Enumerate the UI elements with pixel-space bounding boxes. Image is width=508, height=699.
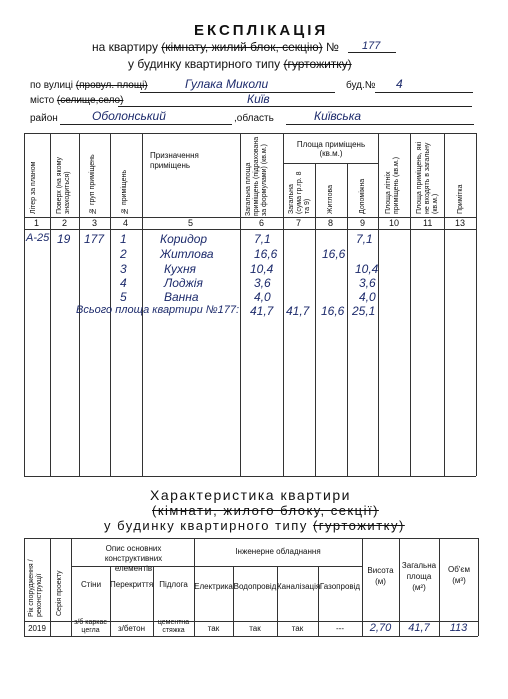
- col-number: 7: [296, 218, 302, 228]
- col-number: 3: [92, 218, 98, 228]
- table-row-name: Коридор: [160, 232, 208, 246]
- characteristics-building-struck: (гуртожитку): [312, 518, 405, 533]
- table-row-no: 5: [120, 290, 127, 304]
- year-value: 2019: [28, 624, 46, 633]
- area-group-header: Площа приміщень (кв.м.): [296, 140, 366, 158]
- ceilings-header: Перекриття: [110, 580, 154, 589]
- apartment-no-value: 177: [362, 40, 381, 52]
- document-title: ЕКСПЛІКАЦІЯ: [194, 22, 329, 39]
- summary-aux: 25,1: [352, 304, 376, 318]
- col-number: 6: [259, 218, 265, 228]
- col-number: 4: [123, 218, 129, 228]
- volume-value: 113: [449, 622, 468, 634]
- litera-value: А-25: [26, 232, 50, 244]
- street-label-group: [30, 80, 148, 91]
- table-row-aux: 4,0: [359, 290, 376, 304]
- street-value: Гулака Миколи: [185, 77, 269, 91]
- floors-header: Підлога: [159, 580, 188, 589]
- col-total-area-header: Загальна площа приміщень (підрахована за формулами) (кв.м.): [245, 136, 268, 216]
- col-purpose-header: Призначення приміщень: [150, 151, 199, 170]
- walls-header: Стіни: [80, 580, 102, 589]
- apartment-no-label: №: [325, 40, 339, 54]
- walls-value: з/б каркас цегла: [74, 619, 107, 634]
- col-litera-header: Літер за планом: [30, 161, 37, 214]
- city-struck: (селище,село): [56, 95, 124, 106]
- summary-living: 16,6: [321, 304, 345, 318]
- col-number: 8: [328, 218, 334, 228]
- district-label: район: [30, 113, 58, 124]
- col-number: 1: [34, 218, 40, 228]
- building-label: буд.№: [346, 80, 376, 91]
- building-type-struck: (гуртожитку): [283, 57, 352, 71]
- col-number: 5: [188, 218, 194, 228]
- engineering-header: Інженерне обладнання: [235, 547, 321, 556]
- col-number: 11: [423, 218, 433, 228]
- series-header: Серія проекту: [56, 570, 63, 616]
- table-row-name: Ванна: [164, 290, 199, 304]
- city-label-group: [30, 95, 123, 106]
- gas-value: ---: [336, 624, 344, 633]
- table-row-no: 3: [120, 262, 127, 276]
- table-row-aux: 10,4: [355, 262, 379, 276]
- summary-sum: 41,7: [286, 304, 310, 318]
- table-row-total: 3,6: [254, 276, 271, 290]
- table-row-name: Лоджія: [164, 276, 203, 290]
- summary-total: 41,7: [250, 304, 274, 318]
- district-value: Оболонський: [92, 109, 166, 123]
- col-group-header: № груп приміщень: [89, 154, 96, 214]
- street-underline: [140, 92, 335, 93]
- summary-label: Всього площа квартири №177:: [76, 304, 240, 316]
- table-row-name: Кухня: [164, 262, 196, 276]
- electric-header: Електрика: [194, 582, 233, 591]
- floor-value: 19: [57, 232, 71, 246]
- col-excluded-header: Площа приміщень, які не входять в загальну (кв.м.): [416, 141, 439, 214]
- characteristics-building-line: [104, 518, 405, 533]
- apartment-no-underline: [348, 52, 396, 53]
- structural-header: Опис основних конструктивних елементів: [104, 544, 163, 573]
- height-value: 2,70: [369, 622, 392, 634]
- characteristics-title: Характеристика квартири: [150, 487, 351, 503]
- table-row-total: 16,6: [254, 247, 278, 261]
- year-header: Рік спорудження /реконструкції: [28, 559, 43, 617]
- col-summer-header: Площа літніх приміщень (кв.м.): [385, 156, 400, 214]
- ceilings-value: з/бетон: [117, 624, 145, 633]
- col-floor-header: Поверх (на якому знаходиться): [56, 157, 71, 214]
- table-row-name: Житлова: [160, 247, 214, 261]
- table-row-total: 7,1: [254, 232, 271, 246]
- total-area-value: 41,7: [408, 622, 430, 634]
- col-number: 2: [62, 218, 68, 228]
- street-label: по вулиці: [30, 80, 73, 91]
- sewer-value: так: [291, 624, 304, 633]
- region-label: ,область: [234, 113, 274, 124]
- city-underline: [118, 106, 472, 107]
- col-room-no-header: № приміщень: [121, 170, 128, 214]
- gas-header: Газопровід: [319, 582, 361, 591]
- characteristics-subtitle: (кімнати, жилого блоку, секції): [152, 503, 379, 518]
- volume-header: Об'єм (м³): [448, 565, 470, 585]
- col-number: 13: [455, 218, 466, 228]
- water-value: так: [249, 624, 261, 633]
- region-value: Київська: [314, 109, 362, 123]
- city-label: місто: [30, 95, 55, 106]
- table-row-no: 1: [120, 232, 127, 246]
- floors-value: цементна стяжка: [157, 619, 190, 634]
- city-value: Київ: [247, 92, 270, 106]
- apartment-prefix: на квартиру: [92, 40, 158, 54]
- region-underline: [286, 124, 474, 125]
- building-value: 4: [396, 77, 403, 91]
- total-area-header: Загальна площа (м²): [401, 561, 437, 592]
- building-type-line: [128, 57, 352, 71]
- table-row-no: 4: [120, 276, 127, 290]
- table-row-total: 10,4: [250, 262, 274, 276]
- district-underline: [60, 124, 232, 125]
- characteristics-building-prefix: у будинку квартирного типу: [104, 518, 308, 533]
- table-row-total: 4,0: [254, 290, 271, 304]
- sewer-header: Каналізація: [277, 582, 321, 591]
- group-value: 177: [84, 232, 105, 246]
- col-note-header: Примітка: [457, 184, 464, 214]
- table-row-aux: 7,1: [356, 232, 373, 246]
- electric-value: так: [207, 624, 220, 633]
- water-header: Водопровід: [233, 582, 277, 591]
- table-row-no: 2: [120, 247, 127, 261]
- building-underline: [375, 92, 473, 93]
- table-row-living: 16,6: [322, 247, 346, 261]
- col-number: 10: [389, 218, 400, 228]
- table-row-aux: 3,6: [359, 276, 376, 290]
- street-struck: (провул. площі): [75, 80, 148, 91]
- building-type-prefix: у будинку квартирного типу: [128, 57, 281, 71]
- col-sum-header: Загальна (сума гр.гр. 8 та 9): [288, 171, 311, 214]
- col-number: 9: [360, 218, 366, 228]
- apartment-line: [92, 40, 339, 54]
- apartment-struck: (кімнату, жилий блок, секцію): [161, 40, 323, 54]
- col-aux-header: Допоміжна: [359, 178, 366, 214]
- col-living-header: Житлова: [327, 184, 334, 214]
- height-header: Висота (м): [367, 566, 394, 586]
